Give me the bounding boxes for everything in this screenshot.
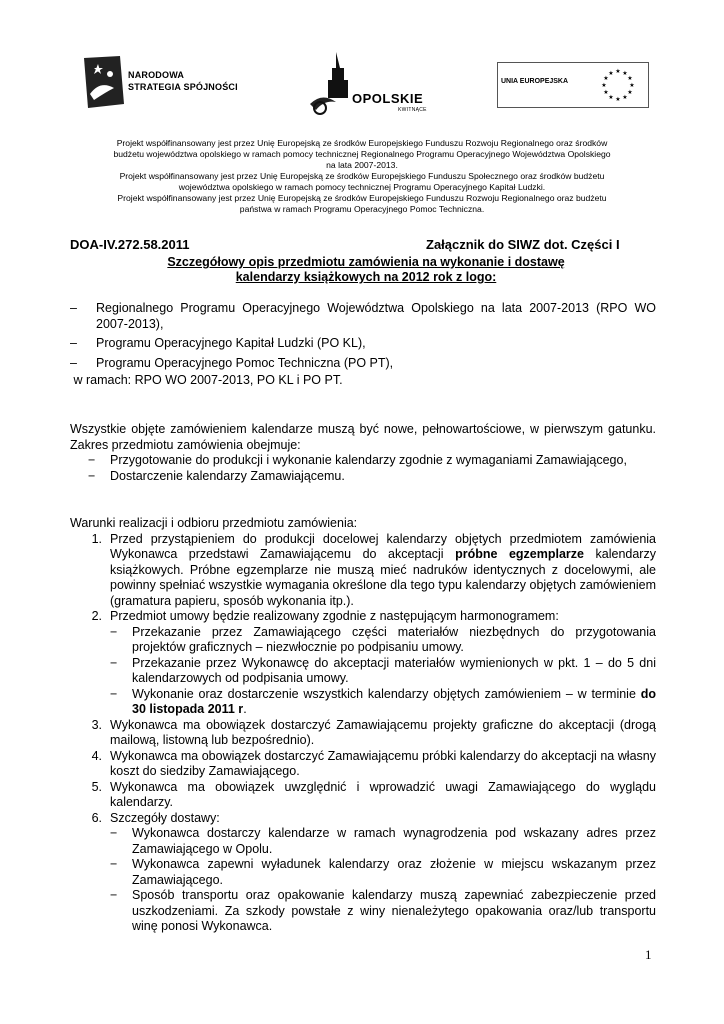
list-item: − Przygotowanie do produkcji i wykonanie kalendarzy zgodnie z wymaganiami Zamawiającego,	[88, 453, 627, 467]
svg-text:★: ★	[601, 82, 607, 89]
conditions-intro: Warunki realizacji i odbioru przedmiotu zamówienia:	[70, 516, 358, 530]
svg-text:★: ★	[627, 75, 633, 82]
nss-logo-text: NARODOWA STRATEGIA SPÓJNOŚCI	[128, 70, 238, 92]
list-item: – Programu Operacyjnego Kapitał Ludzki (PO KL),	[70, 336, 366, 350]
svg-text:★: ★	[629, 82, 635, 89]
svg-text:★: ★	[608, 70, 614, 77]
page-number: 1	[645, 947, 652, 962]
list-item: − Wykonanie oraz dostarczenie wszystkich kalendarzy objętych zamówieniem – w terminie do 30 listopada 2011 r.	[110, 686, 656, 716]
programs-within: w ramach: RPO WO 2007-2013, PO KL i PO PT.	[70, 373, 343, 387]
list-item: − Sposób transportu oraz opakowanie kalendarzy muszą zapewniać zabezpieczenie przed uszkodzeniami. Za szkody powstałe z winy nienależytego opakowania oraz/lub transportu winę ponosi Wykonawca.	[110, 888, 656, 933]
cofinancing-notes: Projekt współfinansowany jest przez Unię Europejską ze środków Europejskiego Funduszu Rozwoju Regionalnego oraz środków budżetu województwa opolskiego w ramach pomocy technicznej Regionalnego Programu Operacyjnego Województwa Opolskiego na lata 2007-2013. Projekt współfinansowany jest przez Unię Europejską ze środków Europejskiego Funduszu Społecznego oraz środków budżetu województwa opolskiego w ramach pomocy technicznej Programu Operacyjnego Kapitał Ludzki. Projekt współfinansowany jest przez Unię Europejską ze środków Europejskiego Funduszu Rozwoju Regionalnego oraz budżetu państwa w ramach Programu Operacyjnego Pomoc Techniczna.	[113, 138, 611, 214]
eu-flag-icon	[589, 62, 647, 106]
condition-item-2: 2. Przedmiot umowy będzie realizowany zgodnie z następującym harmonogramem:	[91, 609, 559, 623]
svg-text:★: ★	[622, 94, 628, 101]
list-item: – Programu Operacyjnego Pomoc Techniczna (PO PT),	[70, 355, 394, 370]
conditions-section	[70, 516, 656, 935]
svg-text:★: ★	[622, 70, 628, 77]
list-item: – Regionalnego Programu Operacyjnego Województwa Opolskiego na lata 2007-2013 (RPO WO 2007-2013),	[70, 301, 656, 331]
condition-item-3: 3. Wykonawca ma obowiązek dostarczyć Zamawiającemu projekty graficzne do akceptacji (drogą mailową, listowną lub bezpośrednio).	[91, 717, 656, 747]
opolskie-logo-name: OPOLSKIE	[352, 91, 424, 106]
svg-text:★: ★	[608, 94, 614, 101]
svg-text:★: ★	[615, 96, 621, 103]
attachment-title: Załącznik do SIWZ dot. Części I	[426, 237, 620, 252]
opolskie-logo-tagline: KWITNĄCE	[398, 107, 427, 113]
scope-section	[70, 422, 656, 484]
list-item: − Przekazanie przez Zamawiającego części materiałów niezbędnych do przygotowania projektów graficznych – niezwłocznie po podpisaniu umowy.	[110, 624, 656, 654]
eu-logo-label: UNIA EUROPEJSKA	[501, 78, 569, 85]
list-item: − Przekazanie przez Wykonawcę do akceptacji materiałów wymienionych w pkt. 1 – do 5 dni kalendarzowych od podpisania umowy.	[110, 655, 656, 685]
list-item: − Wykonawca dostarczy kalendarze w ramach wynagrodzenia pod wskazany adres przez Zamawiającego w Opolu.	[110, 826, 656, 856]
scope-intro: Wszystkie objęte zamówieniem kalendarze muszą być nowe, pełnowartościowe, w pierwszym gatunku. Zakres przedmiotu zamówienia obejmuje:	[70, 422, 656, 452]
list-item: − Dostarczenie kalendarzy Zamawiającemu.	[88, 468, 345, 483]
document-subtitle: Szczegółowy opis przedmiotu zamówienia na wykonanie i dostawę kalendarzy książkowych na 2012 rok z logo:	[167, 255, 565, 284]
svg-text:★: ★	[603, 75, 609, 82]
list-item: − Wykonawca zapewni wyładunek kalendarzy oraz złożenie w miejscu wskazanym przez Zamawiającego.	[110, 857, 656, 887]
svg-text:★: ★	[615, 68, 621, 75]
condition-item-1: 1. Przed przystąpieniem do produkcji docelowej kalendarzy objętych przedmiotem zamówienia Wykonawca przedstawi Zamawiającemu do akceptacji próbne egzemplarze kalendarzy książkowych. Próbne egzemplarze nie muszą mieć nadruków identycznych z docelowymi, ale powinny spełniać wszystkie wymagania określone dla tego typu kalendarzy objętych zamówieniem (gramatura papieru, sposób wykonania itp.).	[91, 531, 656, 608]
condition-item-5: 5. Wykonawca ma obowiązek uwzględnić i wprowadzić uwagi Zamawiającego do wyglądu kalendarzy.	[91, 779, 656, 809]
condition-item-4: 4. Wykonawca ma obowiązek dostarczyć Zamawiającemu próbki kalendarzy do akceptacji na własny koszt do siedziby Zamawiającego.	[91, 748, 656, 778]
svg-text:★: ★	[627, 89, 633, 96]
condition-item-6: 6. Szczegóły dostawy:	[91, 810, 220, 825]
svg-text:★: ★	[603, 89, 609, 96]
document-reference: DOA-IV.272.58.2011	[70, 237, 190, 252]
programs-list	[70, 301, 656, 389]
